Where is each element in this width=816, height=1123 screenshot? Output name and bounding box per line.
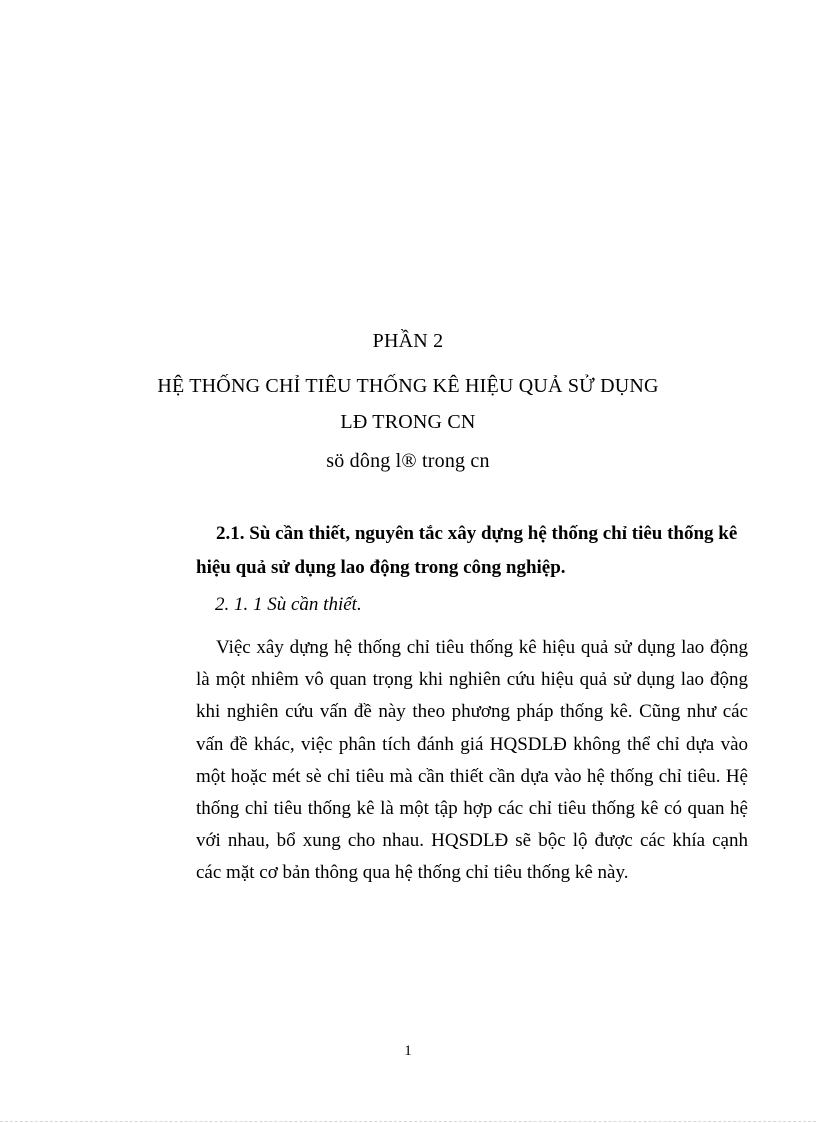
page-number: 1 — [404, 1043, 412, 1059]
chapter-subtitle: sö dông l® trong cn — [326, 450, 490, 472]
section-heading — [196, 517, 748, 585]
paragraph-line: vấn đề khác, việc phân tích đánh giá HQSDLĐ không thể chỉ dựa vào — [196, 733, 748, 755]
paragraph-line: khi nghiên cứu vấn đề này theo phương pháp thống kê. Cũng như các — [196, 701, 748, 723]
paragraph-line: thống chỉ tiêu thống kê là một tập hợp các chỉ tiêu thống kê có quan hệ — [196, 797, 748, 819]
subsection-heading: 2. 1. 1 Sù cần thiết. — [215, 594, 362, 615]
part-title: PHẦN 2 — [372, 330, 444, 352]
paragraph-line: là một nhiêm vô quan trọng khi nghiên cứu hiệu quả sử dụng lao động — [196, 669, 748, 691]
paragraph-line: một hoặc mét sè chỉ tiêu mà cần thiết cần dựa vào hệ thống chỉ tiêu. Hệ — [196, 765, 748, 787]
paragraph-line: với nhau, bổ xung cho nhau. HQSDLĐ sẽ bộc lộ được các khía cạnh — [196, 830, 748, 852]
body-paragraph — [196, 632, 748, 890]
section-heading-line-2: hiệu quả sử dụng lao động trong công nghiệp. — [196, 557, 566, 578]
section-heading-line-1: 2.1. Sù cần thiết, nguyên tắc xây dựng hệ thống chỉ tiêu thống kê — [216, 523, 738, 544]
paragraph-line: các mặt cơ bản thông qua hệ thống chỉ tiêu thống kê này. — [196, 862, 629, 884]
paragraph-line: Việc xây dựng hệ thống chỉ tiêu thống kê hiệu quả sử dụng lao động — [216, 637, 748, 658]
chapter-title-line-1: HỆ THỐNG CHỈ TIÊU THỐNG KÊ HIỆU QUẢ SỬ DỤNG — [157, 375, 659, 397]
chapter-title-line-2: LĐ TRONG CN — [340, 411, 476, 433]
page-bottom-divider — [0, 1121, 816, 1122]
